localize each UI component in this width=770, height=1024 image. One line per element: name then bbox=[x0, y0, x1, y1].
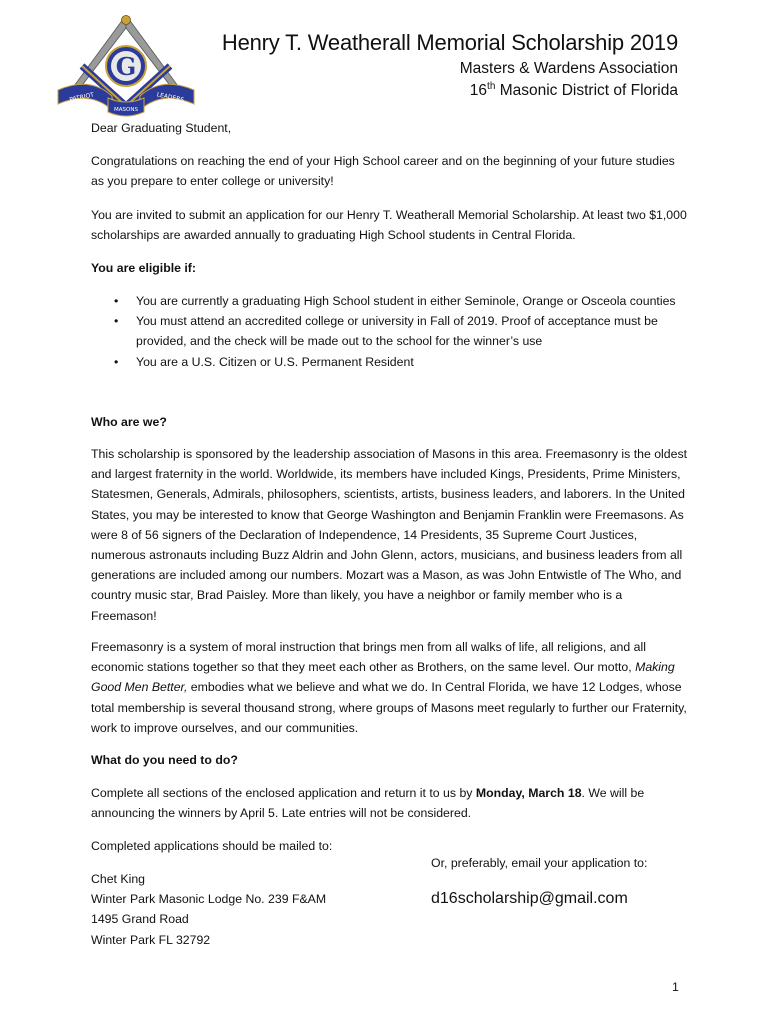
address-line: Winter Park FL 32792 bbox=[91, 932, 211, 947]
bullet-icon: • bbox=[114, 354, 119, 369]
page-number: 1 bbox=[672, 980, 679, 994]
freemasonry-text-a: Freemasonry is a system of moral instruction that brings men from all walks of life, all religions, and all economic stations together so that they meet each other as Brothers, on the same level. Our motto, bbox=[91, 640, 646, 675]
mail-intro: Completed applications should be mailed to: bbox=[91, 839, 333, 853]
eligibility-list bbox=[91, 291, 691, 372]
eligibility-item bbox=[91, 352, 691, 372]
eligibility-text: You must attend an accredited college or university in Fall of 2019. Proof of acceptance must be provided, and the check will be made out to the school for the winner’s use bbox=[136, 314, 658, 349]
ribbon bbox=[58, 84, 194, 116]
ribbon-center-text: MASONS bbox=[114, 107, 138, 113]
intro-paragraph: Congratulations on reaching the end of your High School career and on the beginning of your future studies as you prepare to enter college or university! bbox=[91, 154, 675, 189]
deadline: Monday, March 18 bbox=[475, 786, 582, 800]
salutation: Dear Graduating Student, bbox=[91, 121, 232, 135]
association-name: Masters & Wardens Association bbox=[459, 60, 678, 77]
freemasonry-text-b: embodies what we believe and what we do. In Central Florida, we have 12 Lodges, whose total membership is several thousand strong, where groups of Masons meet regularly to further our Fraternity, work to improve ourselves, and our communities. bbox=[91, 680, 687, 735]
eligibility-text: You are a U.S. Citizen or U.S. Permanent Resident bbox=[136, 354, 414, 369]
address-line: Chet King bbox=[91, 872, 146, 886]
email-intro: Or, preferably, email your application to: bbox=[431, 856, 648, 870]
email-address[interactable]: d16scholarship@gmail.com bbox=[431, 890, 628, 907]
page-title: Henry T. Weatherall Memorial Scholarship 2019 bbox=[221, 30, 678, 55]
district-number: 16 bbox=[469, 82, 488, 99]
todo-text-a: Complete all sections of the enclosed application and return it to us by bbox=[91, 786, 476, 800]
district-name bbox=[470, 82, 678, 100]
todo-text-b: . We will be announcing the winners by April 5. Late entries will not be considered. bbox=[91, 786, 645, 821]
who-paragraph: This scholarship is sponsored by the leadership association of Masons in this area. Freemasonry is the oldest and largest fraternity in the world. Worldwide, its members have included Kings, Presidents, Prime Ministers, Statesmen, Generals, Admirals, philosophers, scientists, artists, business leaders, and laborers. In the United States, you may be interested to know that George Washington and Benjamin Franklin were Freemasons. As were 8 of 56 signers of the Declaration of Independence, 14 Presidents, 35 Supreme Court Justices, numerous astronauts including Buzz Aldrin and John Glenn, actors, musicians, and business leaders from all generations are included among our numbers. Mozart was a Mason, as was John Entwistle of The Who, and country music star, Brad Paisley. More than likely, you have a neighbor or family member who is a Freemason! bbox=[91, 447, 688, 623]
district-rest: Masonic District of Florida bbox=[495, 82, 678, 99]
freemasonry-paragraph bbox=[91, 637, 691, 738]
eligibility-item bbox=[91, 291, 691, 311]
eligibility-heading: You are eligible if: bbox=[91, 261, 196, 275]
motto: Making Good Men Better, bbox=[91, 660, 675, 695]
letter-g-icon bbox=[106, 46, 146, 86]
svg-text:G: G bbox=[115, 52, 137, 81]
who-heading: Who are we? bbox=[91, 415, 167, 429]
todo-heading: What do you need to do? bbox=[91, 753, 238, 767]
mailing-address bbox=[91, 869, 326, 950]
invitation-paragraph: You are invited to submit an application for our Henry T. Weatherall Memorial Scholarship. At least two $1,000 scholarships are awarded annually to graduating High School students in Central Florida. bbox=[91, 208, 687, 243]
masonic-logo bbox=[52, 14, 200, 118]
bullet-icon: • bbox=[114, 294, 119, 308]
todo-paragraph bbox=[91, 783, 691, 823]
address-line: Winter Park Masonic Lodge No. 239 F&AM bbox=[91, 892, 327, 907]
ribbon-left-text: PATRIOT bbox=[68, 91, 95, 104]
address-line: 1495 Grand Road bbox=[91, 912, 189, 927]
ribbon-right-text: LEADERS bbox=[156, 91, 185, 104]
eligibility-text: You are currently a graduating High School student in either Seminole, Orange or Osceola counties bbox=[136, 294, 676, 308]
bullet-icon: • bbox=[114, 314, 119, 329]
eligibility-item bbox=[91, 311, 691, 351]
district-ordinal: th bbox=[487, 81, 496, 92]
